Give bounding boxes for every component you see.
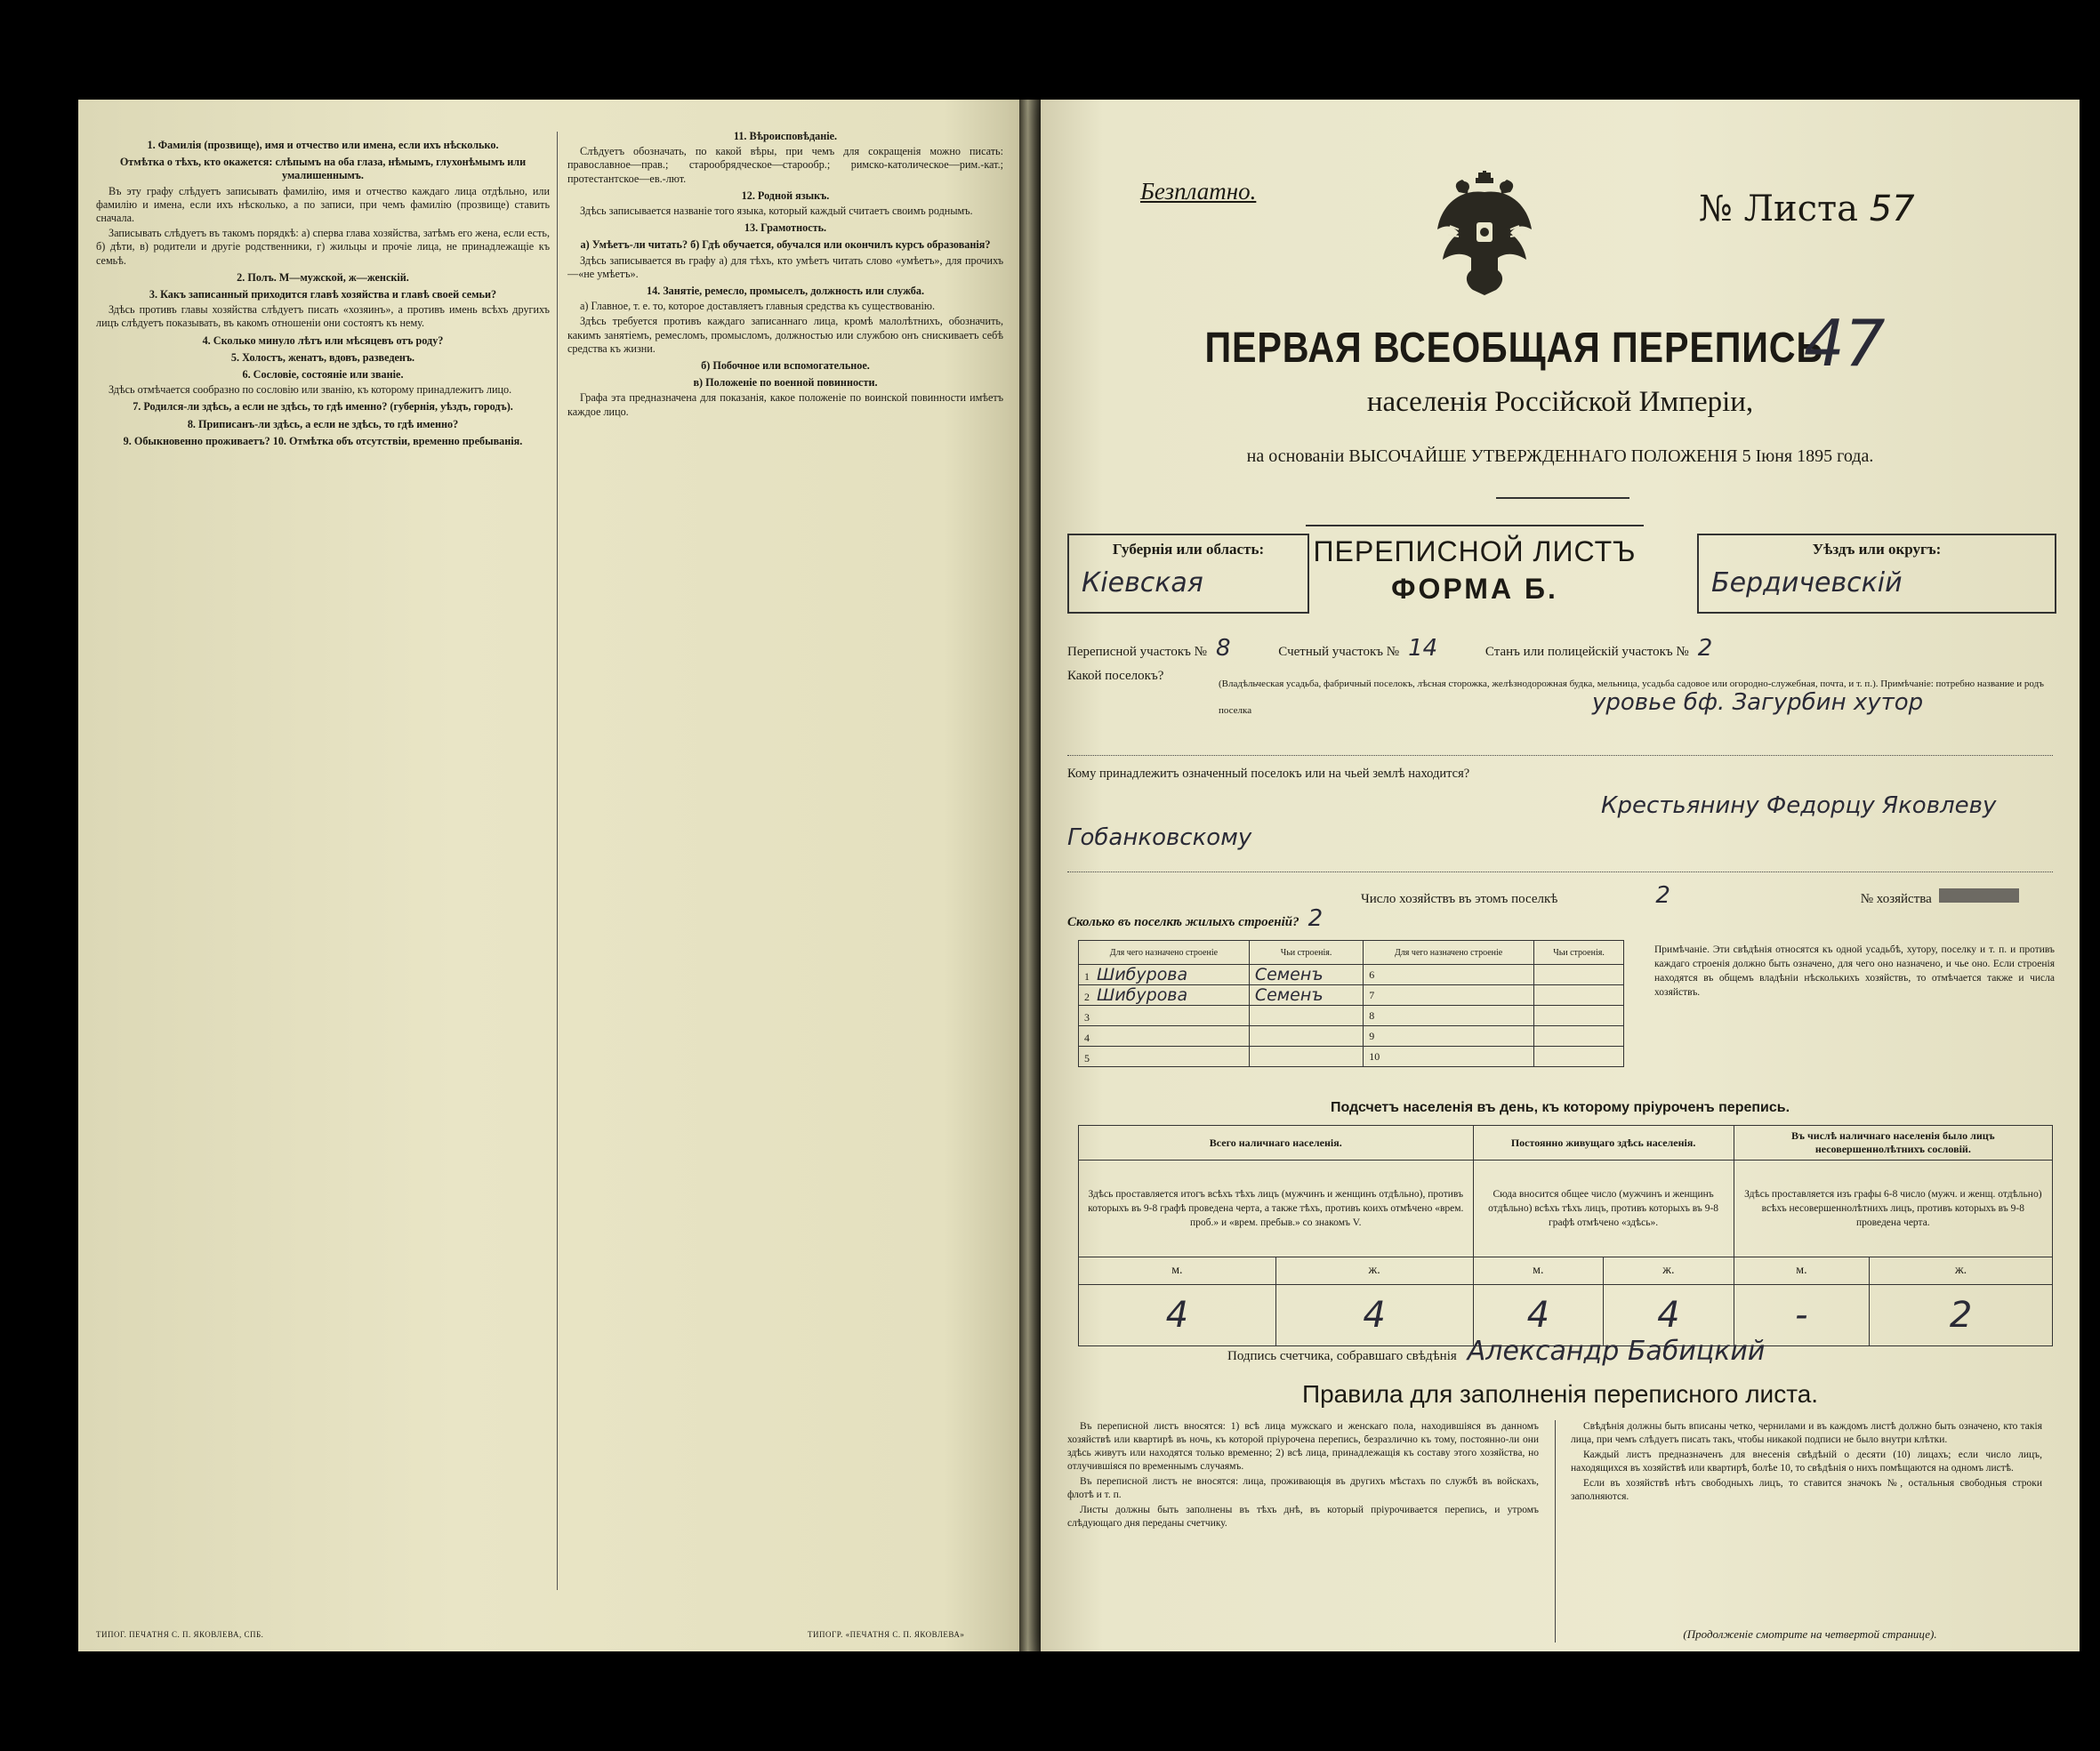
buildings-value: 2 bbox=[1307, 905, 1324, 932]
row-number-2: 9 bbox=[1364, 1026, 1534, 1047]
building-cell bbox=[1079, 985, 1250, 1006]
column-divider bbox=[557, 132, 558, 1590]
instruction-paragraph: Здѣсь записывается названіе того языка, который каждый считаетъ своимъ роднымъ. bbox=[580, 205, 973, 218]
counting-label: Счетный участокъ № bbox=[1278, 645, 1400, 659]
guberniya-value: Кіевская bbox=[1082, 567, 1203, 598]
count-value: 4 bbox=[1079, 1285, 1276, 1346]
uezd-field bbox=[1697, 534, 2056, 614]
count-col-1-description: Здѣсь проставляется итогъ всѣхъ тѣхъ лицъ (мужчинъ и женщинъ отдѣльно), противъ которыхъ въ 9-8 графѣ проведена черта, а также тѣхъ, противъ коихъ отмѣчено «врем. проб.» и «врем. пребыв.» со знакомъ V. bbox=[1079, 1161, 1474, 1257]
rule-paragraph: Если въ хозяйствѣ нѣтъ свободныхъ лицъ, то ставится значокъ №, остальныя свободныя строки заполняются. bbox=[1571, 1478, 2042, 1502]
sex-female-header: ж. bbox=[1870, 1257, 2053, 1285]
buildings-table-row bbox=[1079, 1006, 1624, 1026]
settlement-label: Какой поселокъ? bbox=[1067, 669, 1164, 683]
instruction-heading: б) Побочное или вспомогательное. bbox=[701, 359, 870, 373]
instruction-paragraph: Слѣдуетъ обозначать, по какой вѣры, при чемъ для сокращенія можно писать: православное—прав.; старообрядческое—старообр.; римско-католическое—рим.-кат.; протестантское—ев.-лют. bbox=[567, 145, 1003, 185]
buildings-table-row bbox=[1079, 965, 1624, 985]
instruction-paragraph: Здѣсь записывается въ графу а) для тѣхъ, кто умѣетъ читать слово «умѣетъ», для прочихъ—«не умѣетъ». bbox=[567, 253, 1003, 280]
instruction-heading: 1. Фамилія (прозвище), имя и отчество или имена, если ихъ нѣсколько. bbox=[147, 139, 499, 151]
enumerator-signature-row bbox=[1227, 1336, 1765, 1367]
buildings-table bbox=[1078, 940, 1624, 1067]
population-count-title: Подсчетъ населенія въ день, къ которому пріуроченъ перепись. bbox=[1330, 1100, 1790, 1115]
instruction-heading: 13. Грамотность. bbox=[744, 221, 827, 235]
sheet-form-name bbox=[1306, 525, 1644, 612]
settlement-note: (Владѣльческая усадьба, фабричный поселокъ, лѣсная сторожка, желѣзнодорожная будка, мельница, усадьба садовое или огородно-служебная, почта, и т. п.). Примѣчаніе: потребно название и родъ поселка bbox=[1219, 679, 2044, 716]
rules-title: Правила для заполненія переписного листа. bbox=[1301, 1380, 1819, 1408]
settlement-row bbox=[1067, 669, 1163, 684]
row-number-2: 6 bbox=[1364, 965, 1534, 985]
instruction-heading: 9. Обыкновенно проживаетъ? 10. Отмѣтка объ отсутствіи, временно пребыванія. bbox=[123, 434, 523, 447]
imperial-eagle-emblem bbox=[1432, 171, 1537, 295]
row-number: 2 bbox=[1084, 991, 1090, 1003]
instruction-paragraph: Записывать слѣдуетъ въ такомъ порядкѣ: а) сперва глава хозяйства, затѣмъ его жена, если есть, б) дѣти, в) родители и другіе родственники, г) жильцы и прочіе лица, не принадлежащіе къ семьѣ. bbox=[96, 227, 550, 267]
count-value: 4 bbox=[1604, 1285, 1734, 1346]
sheet-number bbox=[1699, 189, 1915, 229]
row-number-2: 8 bbox=[1364, 1006, 1534, 1026]
sex-male-header: м. bbox=[1734, 1257, 1869, 1285]
instruction-paragraph: Здѣсь отмѣчается сообразно по сословію или званію, къ которому принадлежитъ лицо. bbox=[109, 383, 512, 397]
building-owner-value-2 bbox=[1534, 1026, 1624, 1047]
instruction-paragraph: Здѣсь требуется противъ каждаго записаннаго лица, кромѣ малолѣтнихъ, обозначить, какимъ занятіемъ, ремесломъ, промысломъ, должностью или службою онъ снискиваетъ себѣ средства къ жизни. bbox=[567, 315, 1003, 355]
row-number: 5 bbox=[1084, 1052, 1090, 1064]
count-col-2-description: Сюда вносится общее число (мужчинъ и женщинъ отдѣльно) всѣхъ тѣхъ лицъ, противъ которыхъ въ 9-8 графѣ отмѣчено «здѣсь». bbox=[1473, 1161, 1734, 1257]
signature-value: Александр Бабицкий bbox=[1467, 1336, 1766, 1367]
printer-imprint-right: ТИПОГР. «ПЕЧАТНЯ С. П. ЯКОВЛЕВА» bbox=[808, 1630, 965, 1639]
census-form-page bbox=[1041, 100, 2080, 1651]
uezd-value: Бердичевскій bbox=[1711, 567, 1903, 598]
building-owner-value-2 bbox=[1534, 1047, 1624, 1067]
building-owner-value-2 bbox=[1534, 965, 1624, 985]
instruction-heading: 12. Родной языкъ. bbox=[741, 189, 830, 202]
owner-label: Кому принадлежитъ означенный поселокъ или на чьей землѣ находится? bbox=[1067, 767, 1470, 781]
book-spine bbox=[1019, 100, 1041, 1651]
buildings-col-purpose: Для чего назначено строеніе bbox=[1079, 941, 1250, 965]
household-no-label: № хозяйства bbox=[1860, 892, 1932, 906]
row-number-2: 7 bbox=[1364, 985, 1534, 1006]
buildings-table-row bbox=[1079, 1047, 1624, 1067]
households-value: 2 bbox=[1655, 882, 1670, 909]
instruction-heading: 6. Сословіе, состояніе или званіе. bbox=[242, 368, 404, 382]
instruction-heading: Отмѣтка о тѣхъ, кто окажется: слѣпымъ на оба глаза, нѣмымъ, глухонѣмымъ или умалишеннымъ. bbox=[119, 156, 527, 182]
sheet-name-line-2: ФОРМА Б. bbox=[1391, 573, 1558, 605]
count-value: 2 bbox=[1870, 1285, 2053, 1346]
rules-continuation-note: (Продолженіе смотрите на четвертой странице). bbox=[1683, 1627, 1937, 1641]
buildings-note: Примѣчаніе. Эти свѣдѣнія относятся къ одной усадьбѣ, хутору, поселку и т. п. и противъ каждаго строенія должно быть означено, для чего оно назначено, и чье оно. Если строенія находятся въ общемъ владѣніи нѣсколькихъ хозяйствъ, то отмѣчается также и числа хозяйствъ. bbox=[1654, 944, 2055, 998]
count-col-2-caption: Постоянно живущаго здѣсь населенія. bbox=[1473, 1126, 1734, 1161]
district-row bbox=[1067, 635, 1721, 662]
row-number: 3 bbox=[1084, 1011, 1090, 1024]
sex-male-header: м. bbox=[1473, 1257, 1604, 1285]
rule-paragraph: Свѣдѣнія должны быть вписаны четко, чернилами и въ каждомъ листѣ должно быть означено, кто такія лица, при чемъ слѣдуетъ писать такъ, чтобы никакой подписи не было внутри клѣтки. bbox=[1571, 1421, 2042, 1445]
counting-value: 14 bbox=[1408, 635, 1438, 662]
building-cell bbox=[1079, 1006, 1250, 1026]
households-row bbox=[1361, 882, 2019, 909]
count-value: 4 bbox=[1275, 1285, 1473, 1346]
sheet-number-label: № Листа bbox=[1699, 189, 1858, 229]
owner-value: Крестьянину Федорцу Яковлеву Гобанковскому bbox=[1067, 792, 1997, 851]
instruction-heading: 2. Полъ. М—мужской, ж—женскій. bbox=[237, 270, 409, 284]
instruction-heading: 11. Вѣроисповѣданіе. bbox=[733, 130, 838, 142]
row-number: 4 bbox=[1084, 1032, 1090, 1044]
building-owner-value-2 bbox=[1534, 985, 1624, 1006]
sex-male-header: м. bbox=[1079, 1257, 1276, 1285]
settlement-line bbox=[1067, 755, 2053, 756]
legal-basis-line: на основаніи ВЫСОЧАЙШЕ УТВЕРЖДЕННАГО ПОЛОЖЕНІЯ 5 Іюня 1895 года. bbox=[1246, 446, 1874, 466]
owner-row bbox=[1067, 767, 1469, 782]
buildings-col-purpose-2: Для чего назначено строеніе bbox=[1364, 941, 1534, 965]
building-cell bbox=[1079, 1047, 1250, 1067]
population-count-table bbox=[1078, 1125, 2053, 1346]
instruction-heading: 7. Родился-ли здѣсь, а если не здѣсь, то гдѣ именно? (губернія, уѣздъ, городъ). bbox=[133, 400, 513, 414]
count-col-1-caption: Всего наличнаго населенія. bbox=[1079, 1126, 1474, 1161]
rule-paragraph: Каждый листъ предназначенъ для внесенія свѣдѣній о десяти (10) лицахъ; если число лицъ, находящихся въ хозяйствѣ или квартирѣ, болѣе 10, то свѣдѣнія о нихъ помѣщаются на одномъ листѣ. bbox=[1571, 1450, 2042, 1474]
buildings-col-owner: Чьи строенія. bbox=[1249, 941, 1363, 965]
sex-female-header: ж. bbox=[1275, 1257, 1473, 1285]
building-owner-value: Семенъ bbox=[1249, 985, 1363, 1006]
district-label: Переписной участокъ № bbox=[1067, 645, 1207, 659]
rule-paragraph: Листы должны быть заполнены въ тѣхъ днѣ, въ который пріурочивается перепись, и утромъ слѣдующаго дня переданы счетчику. bbox=[1067, 1505, 1539, 1529]
instruction-heading: 8. Приписанъ-ли здѣсь, а если не здѣсь, то гдѣ именно? bbox=[187, 417, 459, 430]
buildings-label: Сколько въ поселкѣ жилыхъ строеній? bbox=[1067, 915, 1299, 929]
instruction-paragraph: Графа эта предназначена для показанія, какое положеніе по воинской повинности имѣетъ каждое лицо. bbox=[567, 391, 1003, 418]
instruction-heading: в) Положеніе по военной повинности. bbox=[693, 376, 878, 390]
instructions-column-2 bbox=[567, 126, 1003, 1616]
census-subtitle: населенія Россійской Имперіи, bbox=[1366, 386, 1754, 418]
row-number-2: 10 bbox=[1364, 1047, 1534, 1067]
households-label: Число хозяйствъ въ этомъ поселкѣ bbox=[1361, 892, 1558, 906]
instruction-paragraph: Въ эту графу слѣдуетъ записывать фамилію, имя и отчество каждаго лица отдѣльно, или фамилію и имена, если ихъ нѣсколько, а по записи, при чемъ фамилію (прозвище) ставить сначала. bbox=[96, 184, 550, 225]
sheet-number-handwritten: 57 bbox=[1869, 189, 1915, 229]
guberniya-label: Губернія или область: bbox=[1112, 541, 1265, 558]
district-value: 8 bbox=[1216, 635, 1231, 662]
printer-imprint-left: ТИПОГ. ПЕЧАТНЯ С. П. ЯКОВЛЕВА, СПБ. bbox=[96, 1630, 264, 1639]
rules-column-2 bbox=[1571, 1420, 2042, 1634]
buildings-table-row bbox=[1079, 1026, 1624, 1047]
rule-paragraph: Въ переписной листъ не вносятся: лица, проживающія въ другихъ мѣстахъ по службѣ въ войскахъ, флотѣ и т. п. bbox=[1067, 1476, 1539, 1500]
signature-label: Подпись счетчика, собравшаго свѣдѣнія bbox=[1227, 1349, 1457, 1363]
rule-paragraph: Въ переписной листъ вносятся: 1) всѣ лица мужскаго и женскаго пола, находившіяся въ данномъ хозяйствѣ или квартирѣ въ ночь, къ которой пріурочена перепись, безразлично къ тому, постоянно-ли они здѣсь живутъ или находятся только временно; 2) всѣ лица, принадлежащія къ составу этого хозяйства, но отлучившіяся по временнымъ случаямъ. bbox=[1067, 1421, 1539, 1472]
count-col-3-description: Здѣсь проставляется изъ графы 6-8 число (мужч. и женщ. отдѣльно) всѣхъ несовершеннолѣтнихъ лицъ, противъ которыхъ въ 9-8 проведена черта. bbox=[1734, 1161, 2052, 1257]
rules-divider bbox=[1555, 1420, 1556, 1643]
building-owner-value bbox=[1249, 1047, 1363, 1067]
instruction-heading: 14. Занятіе, ремесло, промыселъ, должность или служба. bbox=[646, 285, 925, 298]
building-owner-value-2 bbox=[1534, 1006, 1624, 1026]
stan-label: Станъ или полицейскій участокъ № bbox=[1484, 645, 1689, 659]
handwritten-title-number: 47 bbox=[1804, 306, 1886, 381]
census-main-title: ПЕРВАЯ ВСЕОБЩАЯ ПЕРЕПИСЬ bbox=[1204, 325, 1823, 372]
count-col-3-caption: Въ числѣ наличнаго населенія было лицъ несовершеннолѣтнихъ сословій. bbox=[1734, 1126, 2052, 1161]
instruction-heading: а) Умѣетъ-ли читать? б) Гдѣ обучается, обучался или окончилъ курсъ образованія? bbox=[580, 238, 991, 252]
sex-female-header: ж. bbox=[1604, 1257, 1734, 1285]
building-owner-value bbox=[1249, 1006, 1363, 1026]
instruction-heading: 4. Сколько минуло лѣтъ или мѣсяцевъ отъ роду? bbox=[202, 333, 444, 347]
buildings-row bbox=[1067, 905, 1332, 932]
free-of-charge-label: Безплатно. bbox=[1140, 178, 1257, 205]
guberniya-field bbox=[1067, 534, 1309, 614]
building-purpose-value: Шибурова bbox=[1097, 965, 1188, 984]
buildings-table-body bbox=[1079, 965, 1624, 1067]
rules-column-1 bbox=[1067, 1420, 1539, 1634]
instruction-heading: 3. Какъ записанный приходится главѣ хозяйства и главѣ своей семьи? bbox=[149, 288, 497, 301]
building-purpose-value: Шибурова bbox=[1097, 985, 1188, 1005]
row-number: 1 bbox=[1084, 970, 1090, 983]
left-page bbox=[78, 100, 1019, 1651]
settlement-value: уровье бф. Загурбин хутор bbox=[1592, 689, 1924, 716]
building-cell bbox=[1079, 965, 1250, 985]
building-owner-value bbox=[1249, 1026, 1363, 1047]
stan-value: 2 bbox=[1697, 635, 1713, 662]
instruction-heading: 5. Холостъ, женатъ, вдовъ, разведенъ. bbox=[230, 350, 415, 364]
building-owner-value: Семенъ bbox=[1249, 965, 1363, 985]
sheet-name-line-1: ПЕРЕПИСНОЙ ЛИСТЪ bbox=[1313, 535, 1637, 567]
instructions-column-1 bbox=[96, 135, 550, 1616]
title-divider bbox=[1496, 497, 1629, 499]
count-value: 4 bbox=[1473, 1285, 1604, 1346]
owner-line bbox=[1067, 871, 2053, 872]
redaction-mark bbox=[1939, 888, 2019, 903]
buildings-table-row bbox=[1079, 985, 1624, 1006]
instruction-paragraph: Здѣсь противъ главы хозяйства слѣдуетъ писать «хозяинъ», а противъ имень всѣхъ другихъ лицъ слѣдуетъ показывать, въ какомъ отношеніи они состоятъ къ нему. bbox=[96, 303, 550, 330]
count-value: - bbox=[1734, 1285, 1869, 1346]
instruction-paragraph: а) Главное, т. е. то, которое доставляетъ главныя средства къ существованію. bbox=[580, 300, 936, 313]
uezd-label: Уѣздъ или округъ: bbox=[1812, 541, 1942, 558]
building-cell bbox=[1079, 1026, 1250, 1047]
buildings-col-owner-2: Чьи строенія. bbox=[1534, 941, 1624, 965]
